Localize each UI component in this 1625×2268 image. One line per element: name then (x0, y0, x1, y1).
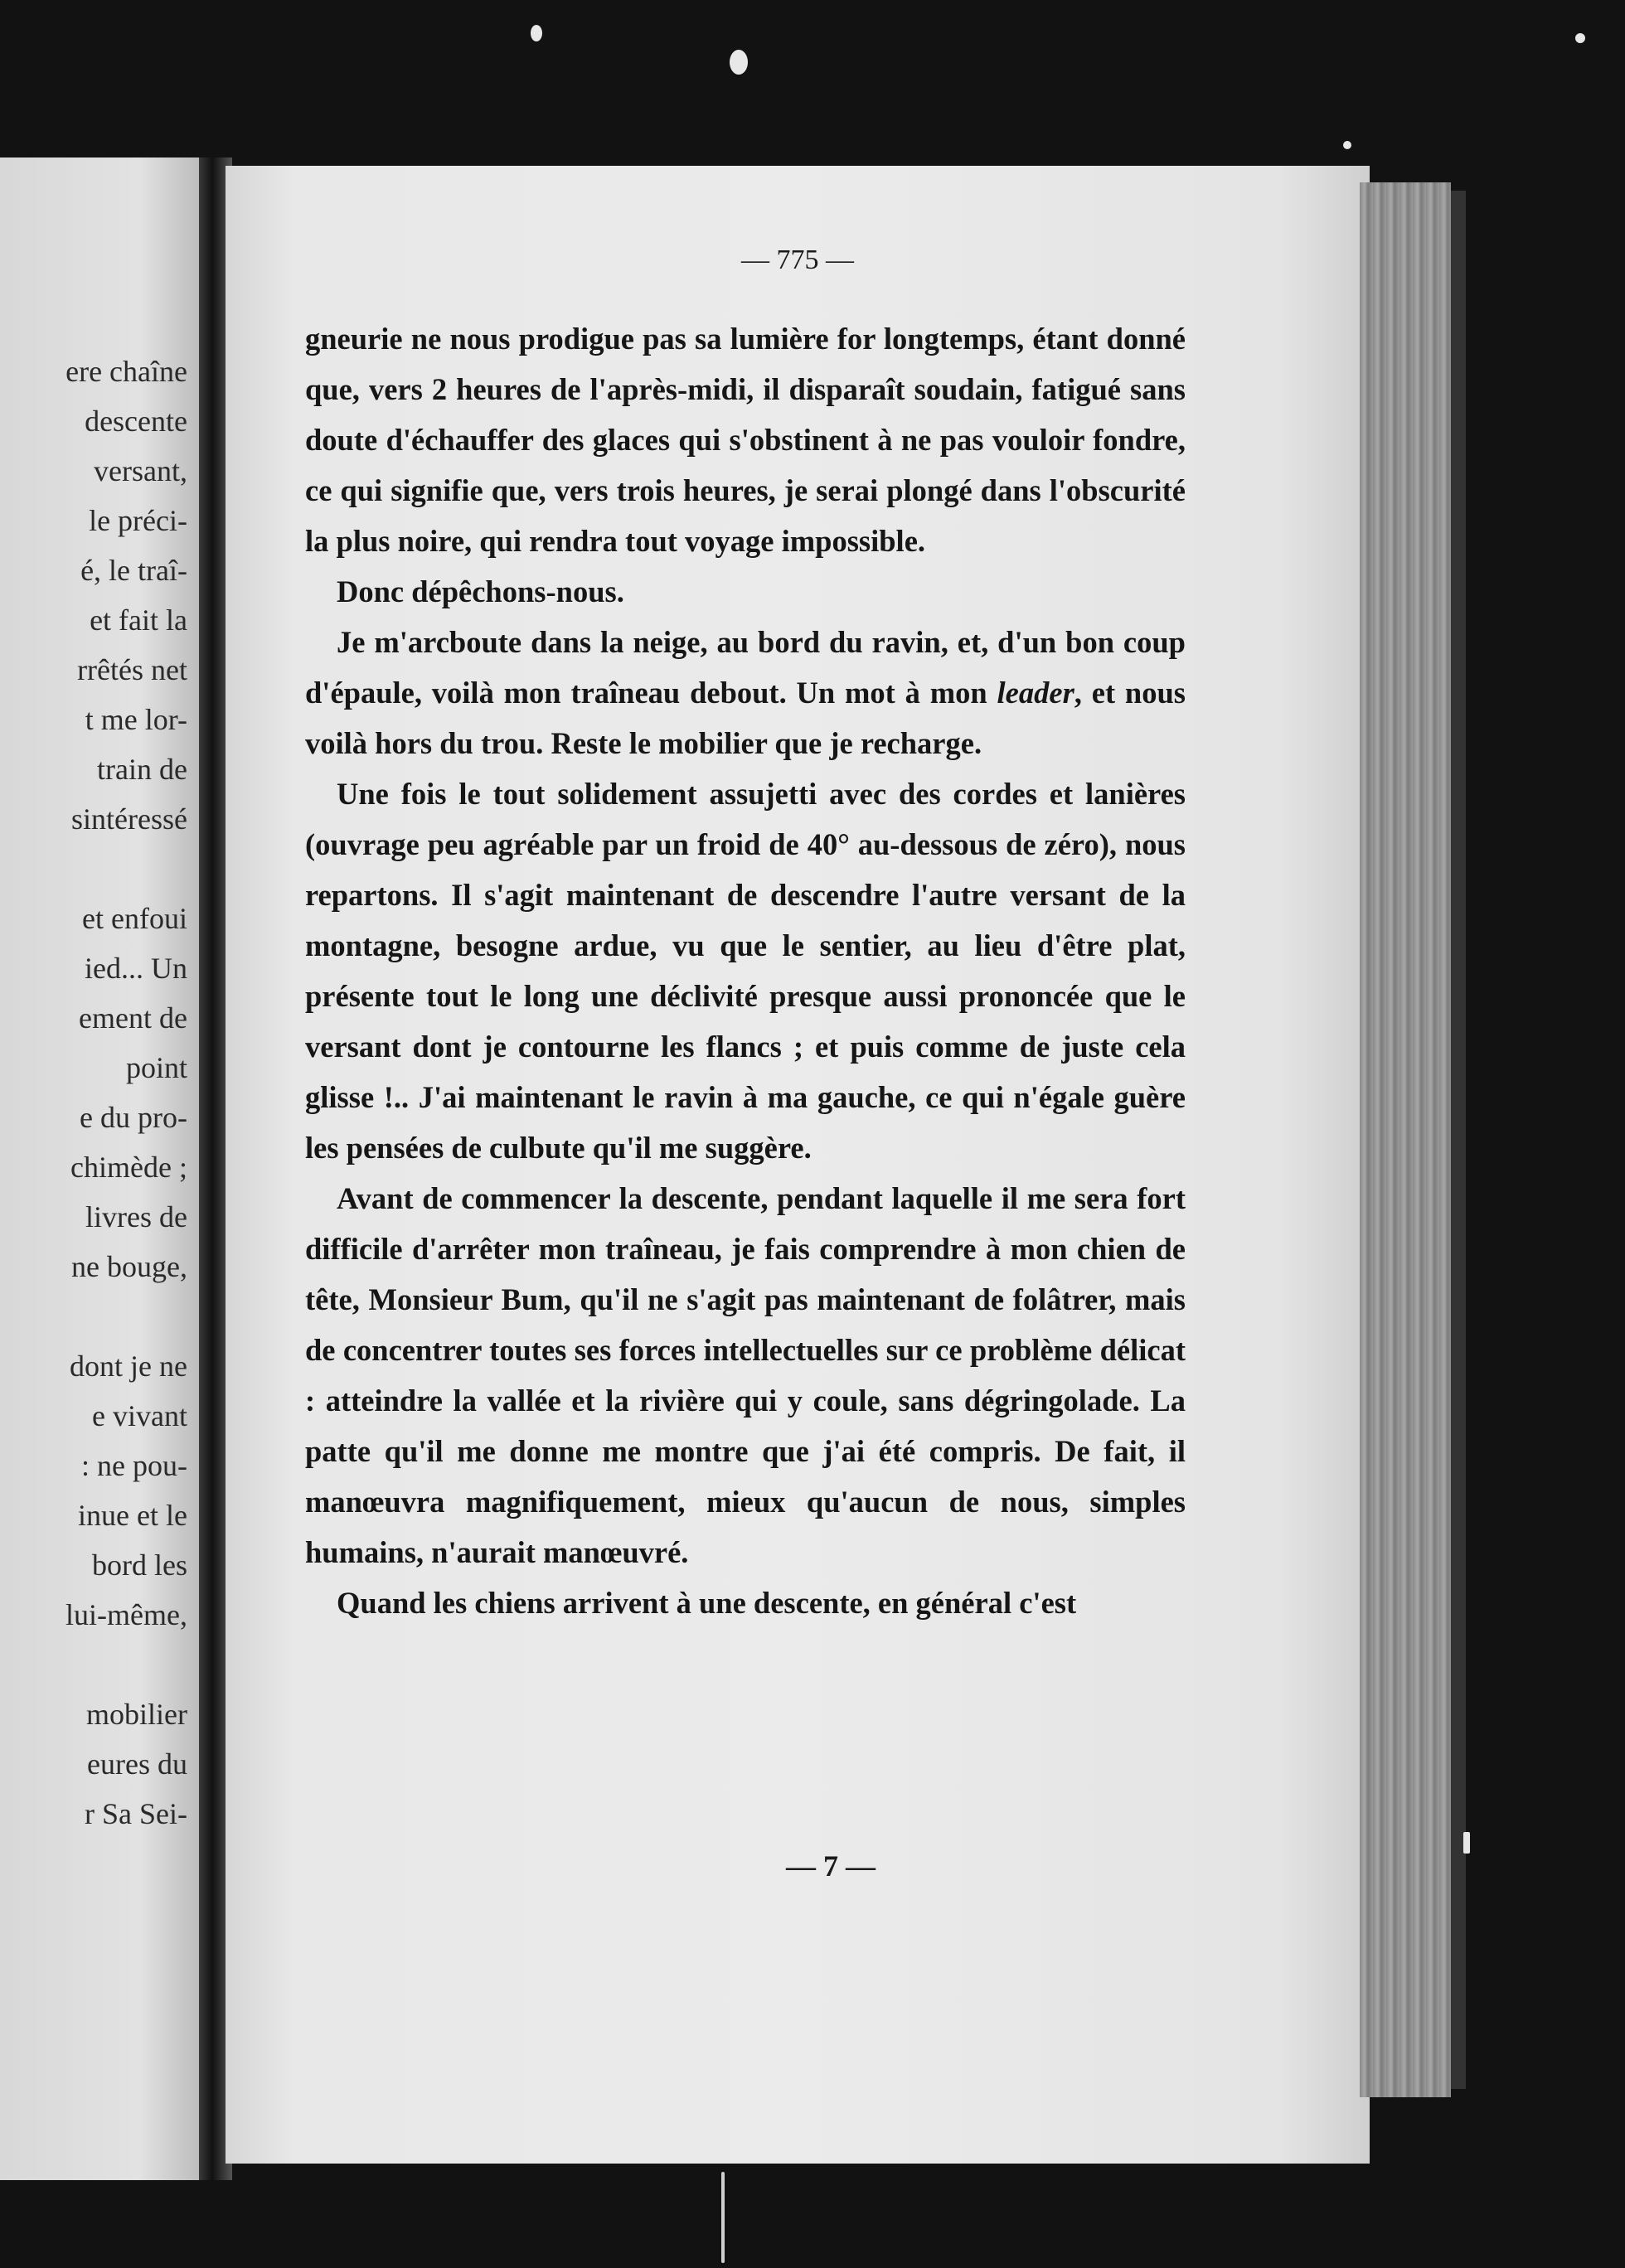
left-page-fragment: dont je ne (70, 1350, 187, 1383)
left-page-fragment: versant, (94, 454, 187, 487)
left-page-fragment: le préci- (89, 504, 187, 537)
left-page-fragment: point (125, 1051, 187, 1084)
left-page-fragment: sintéressé (71, 802, 187, 836)
page-number-header: — 775 — (741, 245, 854, 275)
left-page-fragment: ement de (79, 1001, 187, 1035)
left-page-fragment: eures du (87, 1747, 187, 1781)
left-page-fragment: chimède ; (70, 1151, 187, 1184)
signature-mark-footer: — 7 — (786, 1849, 876, 1883)
left-page-fragment: livres de (85, 1200, 187, 1233)
dust-speck (1343, 141, 1351, 149)
paragraph: Avant de commencer la descente, pendant laquelle il me sera fort difficile d'arrêter mon traîneau, je fais comprendre à mon chien de tête, Monsieur Bum, qu'il ne s'agit pas maintenant de folâtrer, mais de concentrer toutes ses forces intellectuelles sur ce problème délicat : atteindre la vallée et la rivière qui y coule, sans dégringolade. La patte qu'il me donne me montre que j'ai été compris. De fait, il manœuvra magnifiquement, mieux qu'aucun de nous, simples humains, n'aurait manœuvré. (305, 1181, 1186, 1569)
left-page-fragment: t me lor- (85, 703, 187, 736)
left-page-fragment: rrêtés net (77, 653, 187, 686)
left-page-fragment: : ne pou- (81, 1449, 187, 1482)
left-page-fragment: e vivant (92, 1399, 187, 1432)
left-page-fragment: ne bouge, (71, 1250, 187, 1283)
dust-speck (531, 25, 542, 41)
left-page-fragment: é, le traî- (80, 554, 187, 587)
paragraph: Une fois le tout solidement assujetti avec des cordes et lanières (ouvrage peu agréable par un froid de 40° au-dessous de zéro), nous repartons. Il s'agit maintenant de descendre l'autre versant de la montagne, besogne ardue, vu que le sentier, au lieu d'être plat, présente tout le long une déclivité presque aussi prononcée que le versant dont je contourne les flancs ; et puis comme de juste cela glisse !.. J'ai maintenant le ravin à ma gauche, ce qui n'égale guère les pensées de culbute qu'il me suggère. (305, 777, 1186, 1165)
left-page-fragment: et fait la (90, 603, 187, 637)
left-page-fragment: train de (97, 753, 187, 786)
italic-word: leader (997, 676, 1074, 710)
paragraph-text: Je m'arcboute dans la neige, au bord du ravin, et, d'un bon coup d'épaule, voilà mon traîneau debout. Un mot à mon (305, 625, 1186, 710)
paragraph: Donc dépêchons-nous. (337, 574, 624, 608)
left-page-fragment: inue et le (78, 1499, 187, 1532)
left-page-fragment: r Sa Sei- (85, 1797, 187, 1830)
left-page (0, 158, 199, 2180)
body-text (305, 313, 1186, 1628)
left-page-fragment: e du pro- (80, 1101, 187, 1134)
dust-speck (730, 50, 748, 75)
page-edges (1360, 182, 1451, 2097)
left-page-fragment: mobilier (86, 1698, 187, 1731)
left-page-fragment: ere chaîne (65, 355, 187, 388)
paragraph (305, 617, 1186, 768)
left-page-fragment: bord les (92, 1548, 187, 1582)
film-scratch (721, 2172, 725, 2263)
left-page-fragment: lui-même, (65, 1598, 187, 1631)
paragraph-text: , et nous voilà hors du trou. Reste le mobilier que je recharge. (305, 676, 1186, 760)
paragraph: gneurie ne nous prodigue pas sa lumière for longtemps, étant donné que, vers 2 heures de l'après-midi, il disparaît soudain, fatigué sans doute d'échauffer des glaces qui s'obstinent à ne pas vouloir fondre, ce qui signifie que, vers trois heures, je serai plongé dans l'obscurité la plus noire, qui rendra tout voyage impossible. (305, 322, 1186, 558)
dust-speck (1463, 1832, 1470, 1854)
left-page-fragment: et enfoui (82, 902, 187, 935)
left-page-fragment: ied... Un (85, 952, 187, 985)
paragraph: Quand les chiens arrivent à une descente, en général c'est (337, 1586, 1077, 1620)
page-edges-shadow (1451, 191, 1466, 2089)
dust-speck (1575, 33, 1585, 43)
left-page-fragment: descente (85, 405, 187, 438)
